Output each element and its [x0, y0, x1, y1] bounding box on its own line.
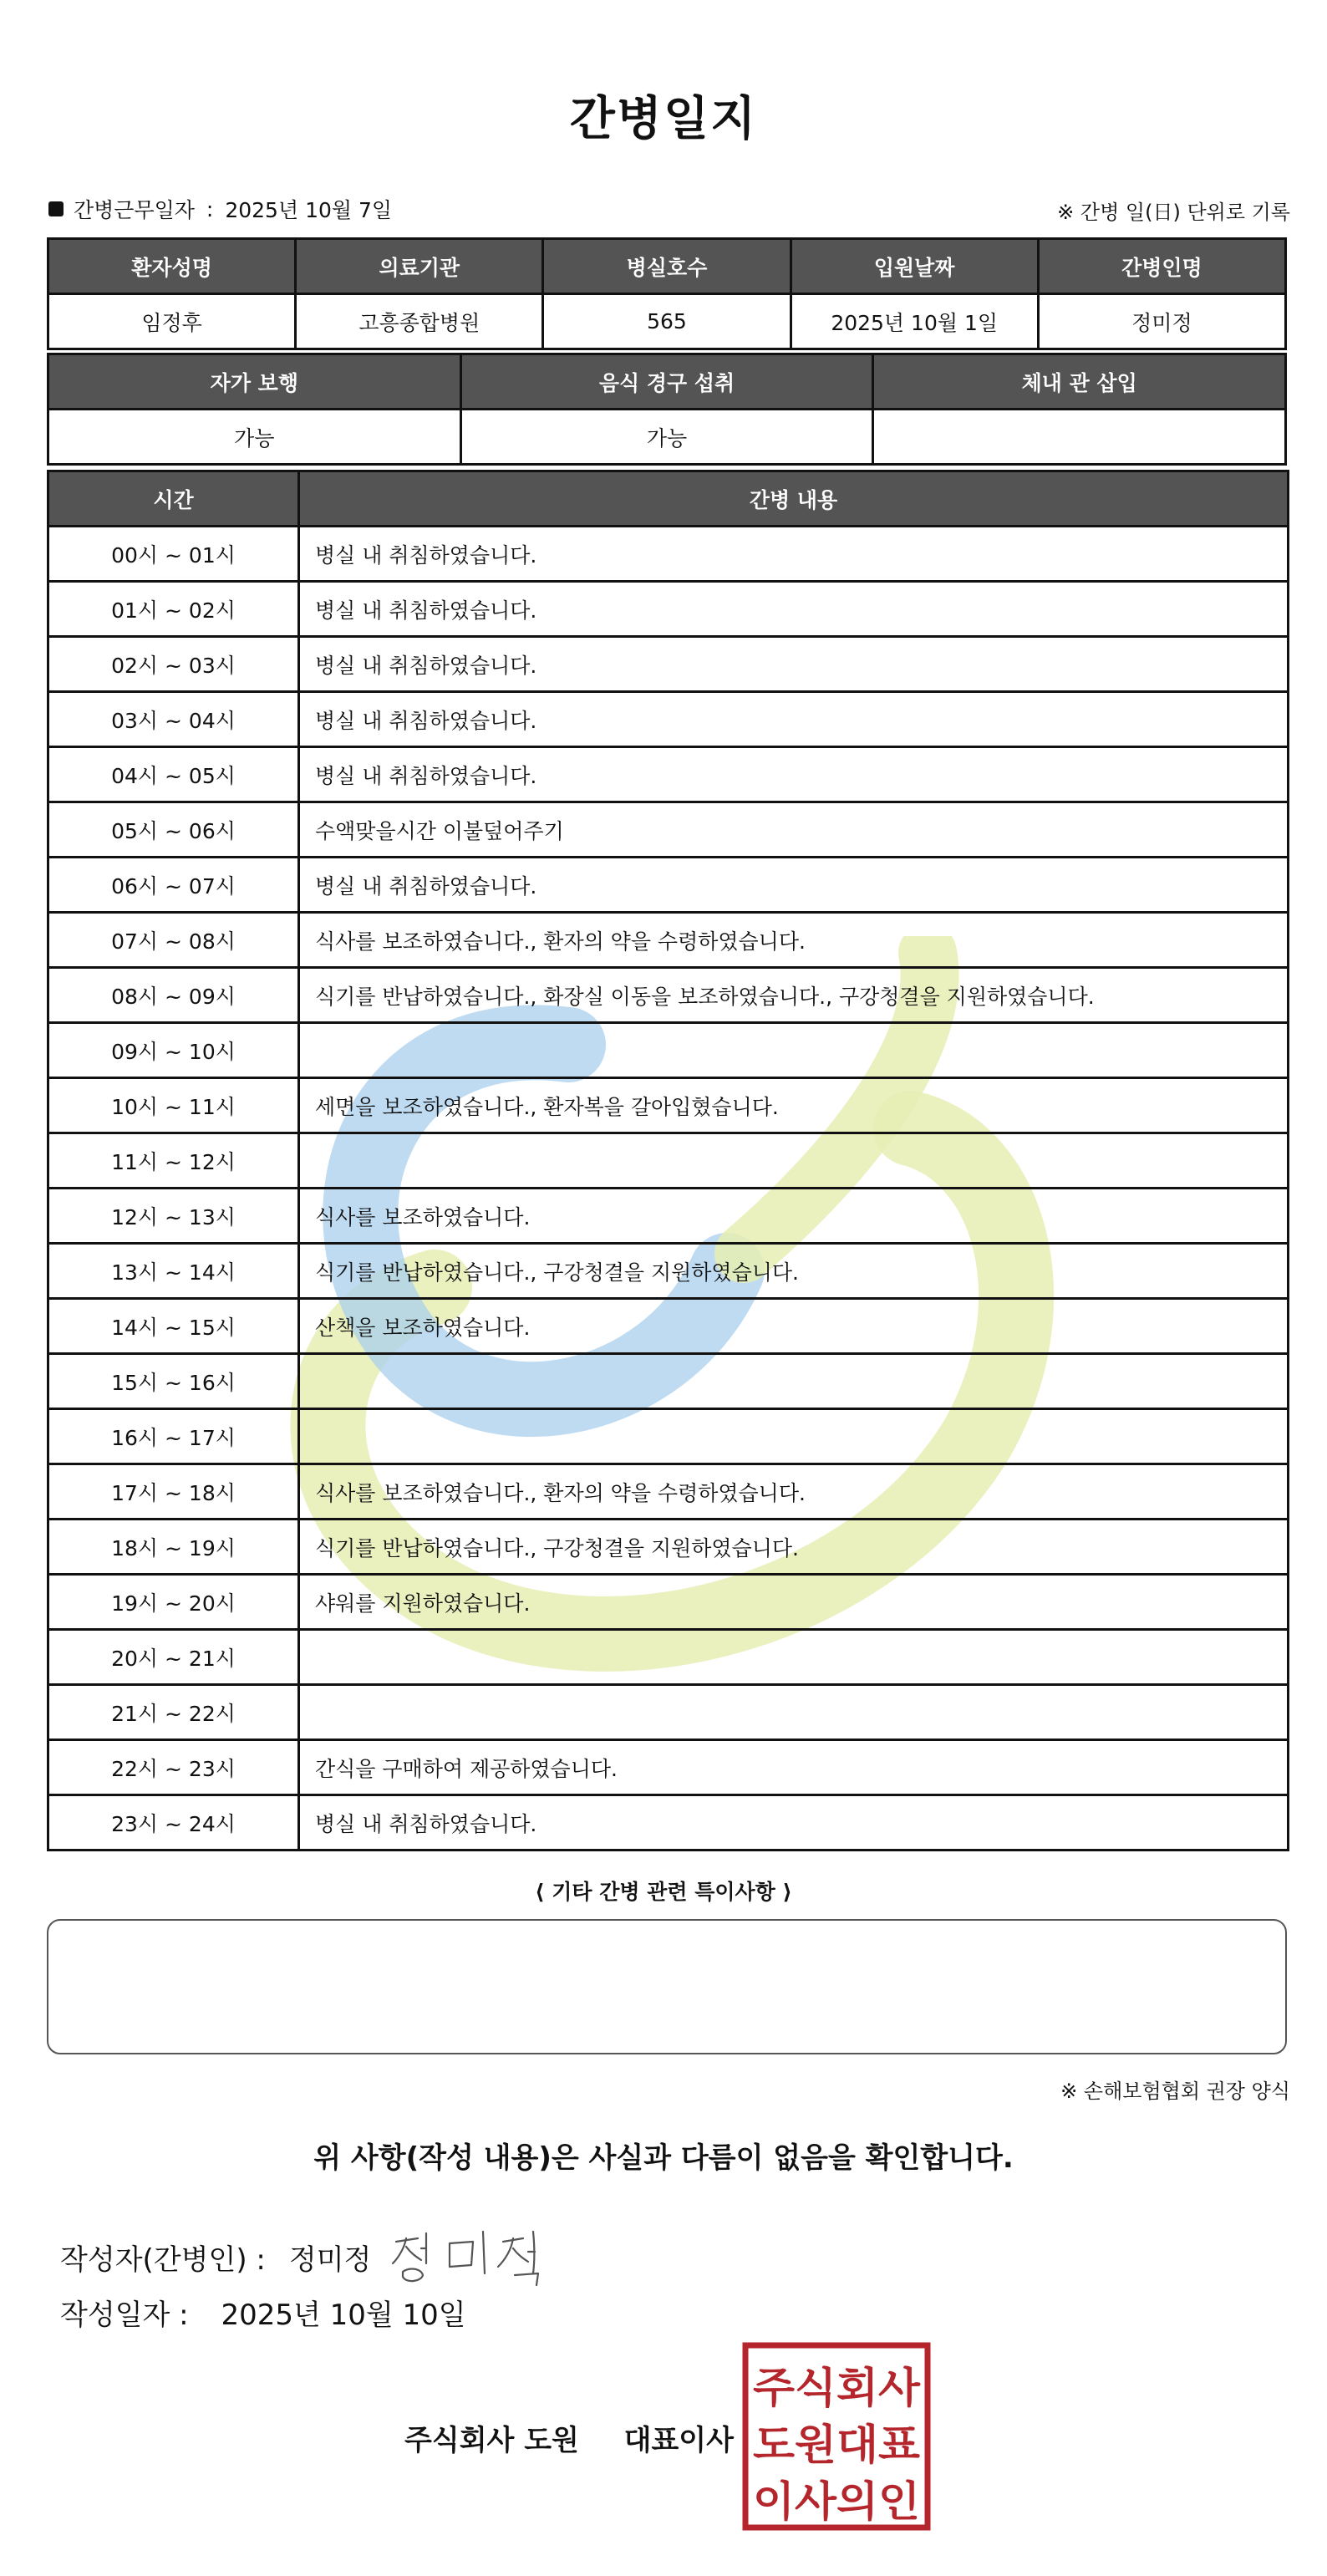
header-oral-intake: 음식 경구 섭취 [460, 354, 873, 410]
content-cell: 병실 내 취침하였습니다. [299, 527, 1289, 582]
time-cell: 14시 ~ 15시 [48, 1299, 299, 1354]
patient-name: 임정후 [48, 294, 296, 349]
time-cell: 06시 ~ 07시 [48, 858, 299, 913]
content-cell: 병실 내 취침하였습니다. [299, 858, 1289, 913]
table-row [48, 1189, 1289, 1244]
table-row [48, 1023, 1289, 1078]
content-cell: 샤워를 지원하였습니다. [299, 1575, 1289, 1630]
content-cell: 병실 내 취침하였습니다. [299, 637, 1289, 692]
table-row [48, 1244, 1289, 1299]
table-row [48, 1464, 1289, 1520]
writer-line [60, 2223, 565, 2290]
patient-info-table [47, 237, 1287, 350]
table-row [48, 802, 1289, 858]
admission-date: 2025년 10월 1일 [791, 294, 1038, 349]
room-number: 565 [543, 294, 791, 349]
table-row [48, 1133, 1289, 1189]
work-date [48, 194, 392, 224]
company-title: 대표이사 [623, 2424, 734, 2457]
company-signature-line [404, 2417, 734, 2458]
content-cell: 식기를 반납하였습니다., 구강청결을 지원하였습니다. [299, 1244, 1289, 1299]
time-cell: 12시 ~ 13시 [48, 1189, 299, 1244]
content-cell: 병실 내 취침하였습니다. [299, 1795, 1289, 1851]
time-cell: 20시 ~ 21시 [48, 1630, 299, 1685]
walking-status: 가능 [48, 410, 461, 465]
time-cell: 01시 ~ 02시 [48, 582, 299, 637]
content-cell [299, 1630, 1289, 1685]
caregiver-name: 정미정 [1038, 294, 1285, 349]
written-date-label: 작성일자 : [60, 2299, 189, 2332]
tube-insertion-status [873, 410, 1286, 465]
table-row [48, 1685, 1289, 1740]
table-row [48, 968, 1289, 1023]
time-cell: 03시 ~ 04시 [48, 692, 299, 747]
work-date-value: 2025년 10월 7일 [225, 198, 393, 222]
time-cell: 10시 ~ 11시 [48, 1078, 299, 1133]
content-cell: 병실 내 취침하였습니다. [299, 582, 1289, 637]
table-row [48, 1740, 1289, 1795]
table-row [48, 1795, 1289, 1851]
content-cell: 병실 내 취침하였습니다. [299, 692, 1289, 747]
time-cell: 22시 ~ 23시 [48, 1740, 299, 1795]
time-cell: 09시 ~ 10시 [48, 1023, 299, 1078]
table-row [48, 1575, 1289, 1630]
written-date-line [60, 2292, 466, 2333]
time-cell: 18시 ~ 19시 [48, 1520, 299, 1575]
notes-box [47, 1919, 1287, 2054]
hourly-log-table [47, 470, 1289, 1851]
table-row [48, 1299, 1289, 1354]
company-seal-stamp [742, 2342, 931, 2531]
header-patient-name: 환자성명 [48, 239, 296, 294]
table-row [48, 582, 1289, 637]
time-cell: 11시 ~ 12시 [48, 1133, 299, 1189]
time-cell: 04시 ~ 05시 [48, 747, 299, 802]
content-cell: 세면을 보조하였습니다., 환자복을 갈아입혔습니다. [299, 1078, 1289, 1133]
unit-note: ※ 간병 일(日) 단위로 기록 [1057, 201, 1290, 224]
company-name: 주식회사 도원 [404, 2424, 579, 2457]
svg-text:이사의인: 이사의인 [753, 2477, 920, 2526]
svg-text:주식회사: 주식회사 [753, 2364, 921, 2412]
content-cell [299, 1685, 1289, 1740]
content-cell: 병실 내 취침하였습니다. [299, 747, 1289, 802]
table-row [48, 1520, 1289, 1575]
confirmation-statement: 위 사항(작성 내용)은 사실과 다름이 없음을 확인합니다. [313, 2141, 1014, 2175]
content-cell [299, 1354, 1289, 1409]
table-row [48, 1354, 1289, 1409]
time-cell: 19시 ~ 20시 [48, 1575, 299, 1630]
content-cell: 간식을 구매하여 제공하였습니다. [299, 1740, 1289, 1795]
header-walking: 자가 보행 [48, 354, 461, 410]
content-cell: 식사를 보조하였습니다. [299, 1189, 1289, 1244]
page-title: 간병일지 [569, 92, 758, 146]
writer-label: 작성자(간병인) : [60, 2243, 266, 2277]
table-row [48, 913, 1289, 968]
header-care-content: 간병 내용 [299, 471, 1289, 527]
hospital-name: 고흥종합병원 [296, 294, 543, 349]
table-row [48, 1630, 1289, 1685]
header-admission-date: 입원날짜 [791, 239, 1038, 294]
patient-status-table [47, 353, 1287, 466]
time-cell: 08시 ~ 09시 [48, 968, 299, 1023]
table-row [48, 637, 1289, 692]
time-cell: 05시 ~ 06시 [48, 802, 299, 858]
svg-text:도원대표: 도원대표 [753, 2421, 921, 2469]
writer-name: 정미정 [288, 2243, 372, 2277]
content-cell [299, 1409, 1289, 1464]
header-caregiver: 간병인명 [1038, 239, 1285, 294]
time-cell: 00시 ~ 01시 [48, 527, 299, 582]
content-cell: 산책을 보조하였습니다. [299, 1299, 1289, 1354]
time-cell: 21시 ~ 22시 [48, 1685, 299, 1740]
time-cell: 13시 ~ 14시 [48, 1244, 299, 1299]
table-row [48, 858, 1289, 913]
table-row [48, 527, 1289, 582]
handwritten-signature [389, 2223, 565, 2290]
header-hospital: 의료기관 [296, 239, 543, 294]
content-cell: 식기를 반납하였습니다., 구강청결을 지원하였습니다. [299, 1520, 1289, 1575]
time-cell: 02시 ~ 03시 [48, 637, 299, 692]
content-cell: 수액맞을시간 이불덮어주기 [299, 802, 1289, 858]
content-cell: 식사를 보조하였습니다., 환자의 약을 수령하였습니다. [299, 913, 1289, 968]
content-cell [299, 1133, 1289, 1189]
written-date-value: 2025년 10월 10일 [221, 2299, 466, 2332]
work-date-separator: : [206, 196, 214, 221]
header-tube-insertion: 체내 관 삽입 [873, 354, 1286, 410]
notes-title: ⟨ 기타 간병 관련 특이사항 ⟩ [535, 1880, 792, 1904]
header-room: 병실호수 [543, 239, 791, 294]
time-cell: 17시 ~ 18시 [48, 1464, 299, 1520]
time-cell: 23시 ~ 24시 [48, 1795, 299, 1851]
time-cell: 15시 ~ 16시 [48, 1354, 299, 1409]
table-row [48, 1078, 1289, 1133]
time-cell: 16시 ~ 17시 [48, 1409, 299, 1464]
content-cell: 식사를 보조하였습니다., 환자의 약을 수령하였습니다. [299, 1464, 1289, 1520]
table-row [48, 1409, 1289, 1464]
time-cell: 07시 ~ 08시 [48, 913, 299, 968]
table-row [48, 692, 1289, 747]
content-cell: 식기를 반납하였습니다., 화장실 이동을 보조하였습니다., 구강청결을 지원하였습니다. [299, 968, 1289, 1023]
oral-intake-status: 가능 [460, 410, 873, 465]
recommend-note: ※ 손해보험협회 권장 양식 [1060, 2080, 1290, 2103]
square-bullet-icon [48, 201, 64, 216]
work-date-label: 간병근무일자 [74, 198, 195, 222]
content-cell [299, 1023, 1289, 1078]
header-time: 시간 [48, 471, 299, 527]
table-row [48, 747, 1289, 802]
